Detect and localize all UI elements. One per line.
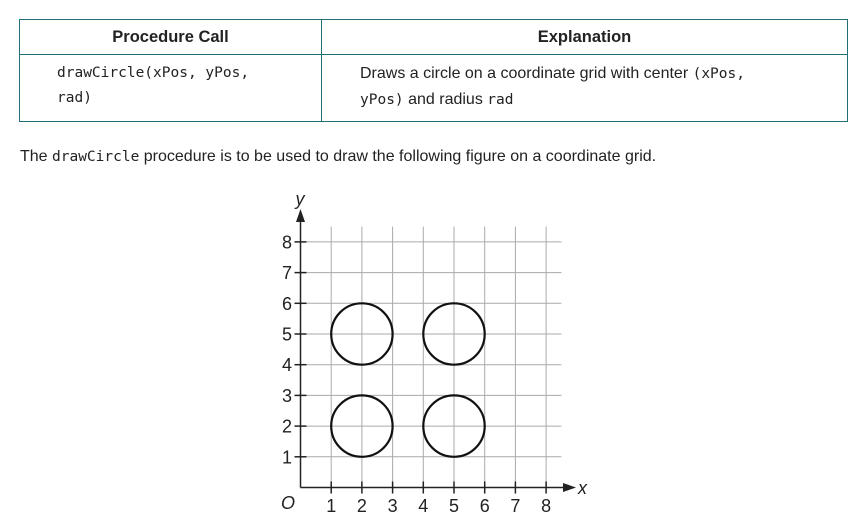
explanation-code-1: (xPos, — [692, 66, 745, 82]
explanation-text-2: and radius — [403, 91, 488, 108]
description-prefix: The — [20, 148, 53, 165]
y-tick-label: 8 — [281, 232, 292, 253]
header-procedure-call: Procedure Call — [20, 20, 322, 55]
x-tick-label: 1 — [326, 496, 337, 516]
x-tick-label: 2 — [356, 496, 367, 516]
x-axis-arrow-icon — [563, 483, 576, 492]
x-tick-label: 5 — [448, 496, 460, 516]
y-tick-label: 7 — [281, 263, 292, 284]
y-tick-label: 1 — [281, 447, 292, 468]
explanation-text-1: Draws a circle on a coordinate grid with center — [360, 65, 693, 82]
y-tick-label: 5 — [281, 324, 292, 345]
procedure-call-line2: rad) — [57, 90, 92, 106]
x-axis-label: x — [578, 478, 587, 498]
description-code: drawCircle — [52, 149, 140, 165]
x-tick-label: 7 — [510, 496, 521, 516]
explanation-code-3: rad — [487, 92, 514, 108]
y-tick-label: 4 — [281, 355, 292, 376]
y-tick-label: 6 — [281, 293, 292, 314]
y-tick-label: 2 — [281, 416, 292, 437]
x-tick-label: 4 — [418, 496, 429, 516]
y-tick-label: 3 — [281, 385, 292, 406]
description-suffix: procedure is to be used to draw the following figure on a coordinate grid. — [139, 148, 657, 165]
procedure-call-line1: drawCircle(xPos, yPos, — [57, 65, 250, 81]
origin-label: O — [280, 493, 296, 513]
y-axis-arrow-icon — [296, 209, 305, 222]
x-tick-label: 6 — [479, 496, 490, 516]
x-tick-label: 8 — [541, 496, 552, 516]
header-explanation: Explanation — [322, 20, 848, 55]
explanation-code-2: yPos) — [360, 92, 404, 108]
x-tick-label: 3 — [387, 496, 398, 516]
y-axis-label: y — [295, 189, 305, 209]
